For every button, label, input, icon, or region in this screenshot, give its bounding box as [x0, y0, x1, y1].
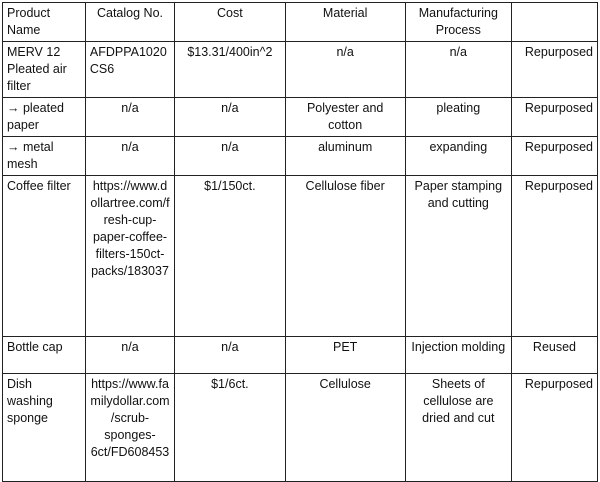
catalog-no-cell: n/a	[85, 137, 174, 176]
product-name-cell: → metal mesh	[3, 137, 86, 176]
table-row	[3, 137, 598, 176]
product-name-cell: Coffee filter	[3, 176, 86, 337]
product-name-cell: → pleated paper	[3, 98, 86, 137]
process-cell: Paper stamping and cutting	[405, 176, 511, 337]
product-name-cell: Bottle cap	[3, 337, 86, 374]
usage-cell: Repurposed	[511, 176, 597, 337]
material-cell: Cellulose	[285, 374, 405, 482]
header-blank	[511, 3, 597, 42]
material-cell: n/a	[285, 42, 405, 98]
catalog-no-cell: AFDPPA1020CS6	[85, 42, 174, 98]
header-catalog-no: Catalog No.	[85, 3, 174, 42]
process-cell: Injection molding	[405, 337, 511, 374]
header-cost: Cost	[175, 3, 286, 42]
usage-cell: Repurposed	[511, 137, 597, 176]
table-row	[3, 176, 598, 337]
product-name-cell: MERV 12 Pleated air filter	[3, 42, 86, 98]
cost-cell: n/a	[175, 137, 286, 176]
material-cell: PET	[285, 337, 405, 374]
table-header-row	[3, 3, 598, 42]
usage-cell: Reused	[511, 337, 597, 374]
cost-cell: $13.31/400in^2	[175, 42, 286, 98]
usage-cell: Repurposed	[511, 98, 597, 137]
cost-cell: $1/6ct.	[175, 374, 286, 482]
table-row	[3, 42, 598, 98]
materials-table	[2, 2, 598, 482]
usage-cell: Repurposed	[511, 42, 597, 98]
cost-cell: n/a	[175, 98, 286, 137]
table-row	[3, 337, 598, 374]
process-cell: Sheets of cellulose are dried and cut	[405, 374, 511, 482]
material-cell: Polyester and cotton	[285, 98, 405, 137]
usage-cell: Repurposed	[511, 374, 597, 482]
header-manufacturing-process: Manufacturing Process	[405, 3, 511, 42]
material-cell: Cellulose fiber	[285, 176, 405, 337]
table-row	[3, 374, 598, 482]
header-product-name: Product Name	[3, 3, 86, 42]
cost-cell: n/a	[175, 337, 286, 374]
product-name-cell: Dish washing sponge	[3, 374, 86, 482]
catalog-no-cell: n/a	[85, 98, 174, 137]
process-cell: pleating	[405, 98, 511, 137]
cost-cell: $1/150ct.	[175, 176, 286, 337]
catalog-no-cell: https://www.dollartree.com/fresh-cup-paper-coffee-filters-150ct-packs/183037	[85, 176, 174, 337]
process-cell: n/a	[405, 42, 511, 98]
catalog-no-cell: https://www.familydollar.com/scrub-sponges-6ct/FD608453	[85, 374, 174, 482]
table-row	[3, 98, 598, 137]
header-material: Material	[285, 3, 405, 42]
process-cell: expanding	[405, 137, 511, 176]
material-cell: aluminum	[285, 137, 405, 176]
catalog-no-cell: n/a	[85, 337, 174, 374]
